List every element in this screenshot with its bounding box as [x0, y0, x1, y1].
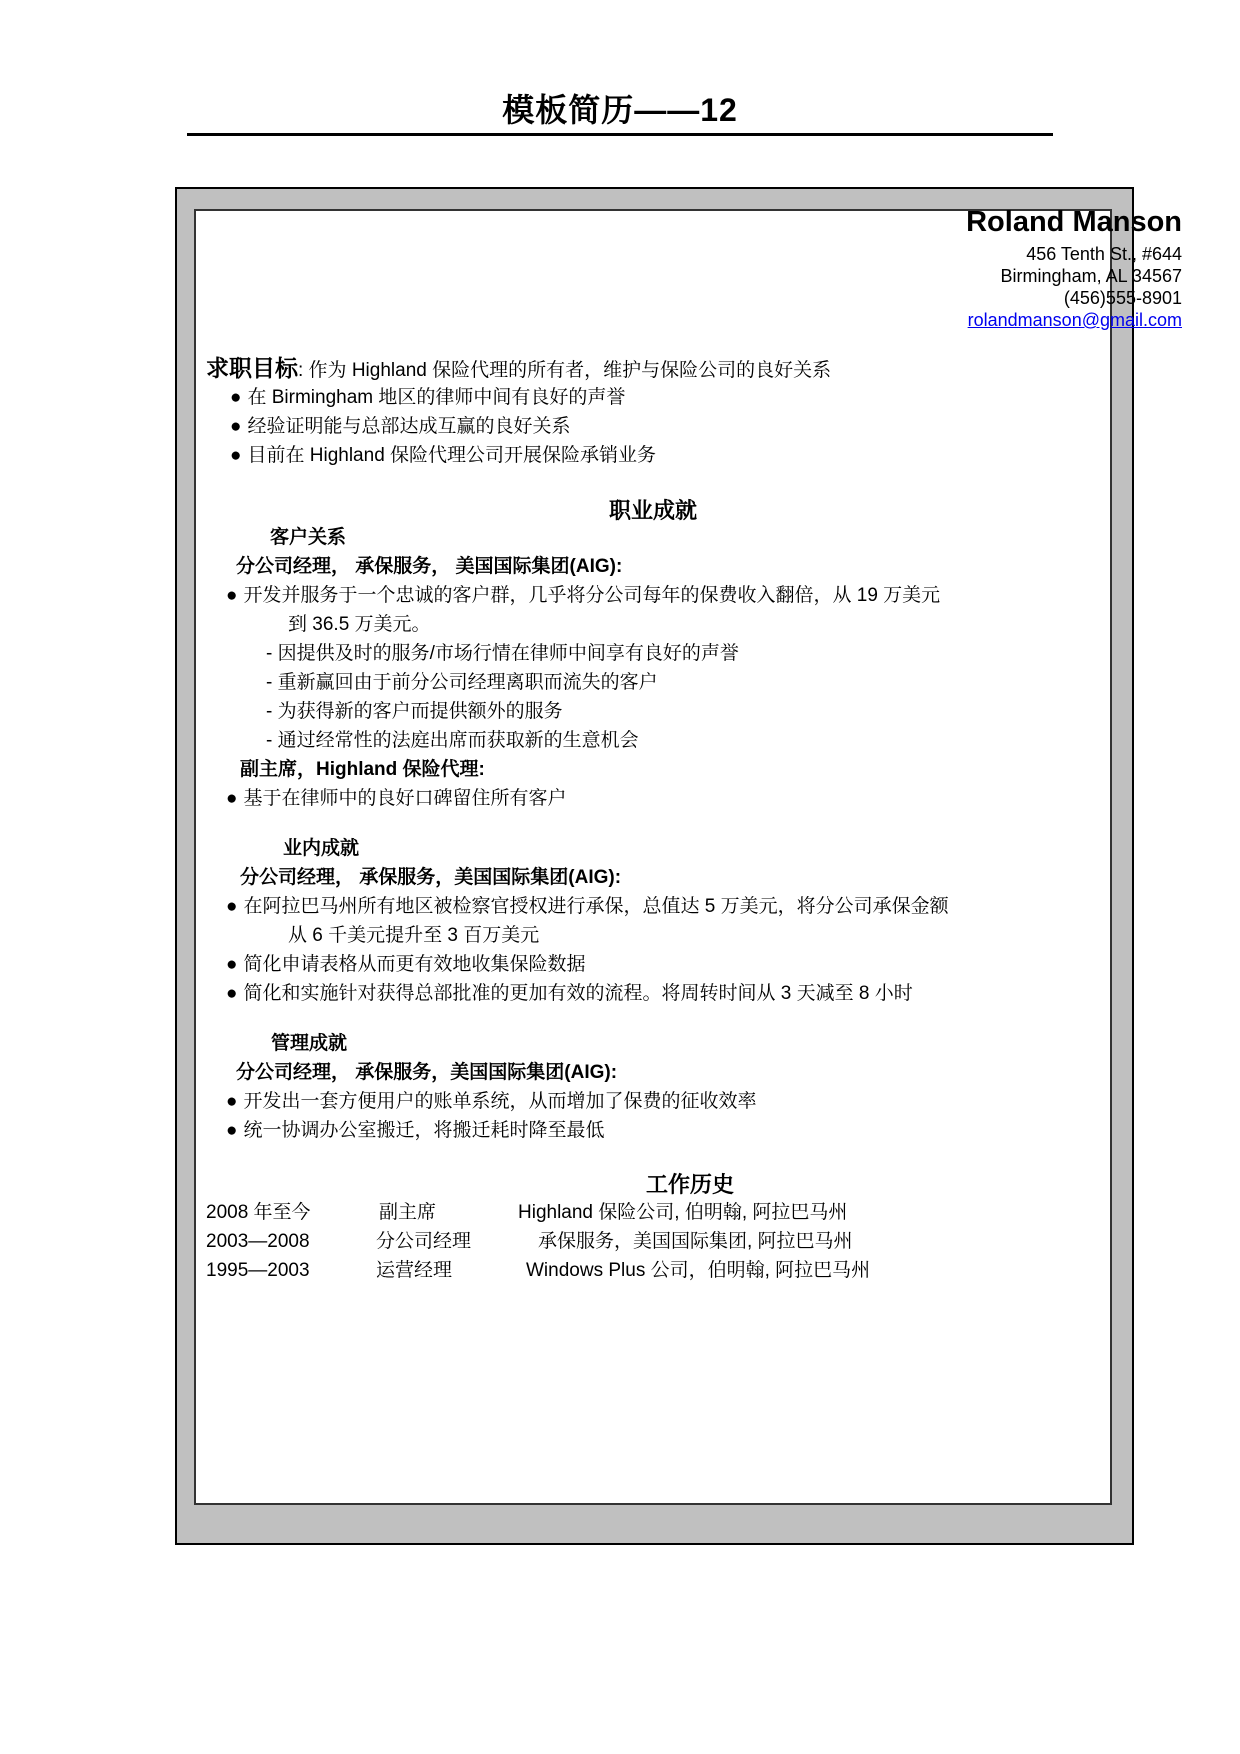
objective-bullet: ● 在 Birmingham 地区的律师中间有良好的声誉 [230, 385, 625, 411]
phone-number: (456)555-8901 [1063, 288, 1182, 308]
objective-text: : 作为 Highland 保险代理的所有者，维护与保险公司的良好关系 [298, 360, 832, 381]
title-underline [187, 133, 1053, 136]
client-relations-bullet: ● 开发并服务于一个忠诚的客户群，几乎将分公司每年的保费收入翻倍，从 19 万美元 [226, 583, 940, 609]
client-relations-subitem: - 重新赢回由于前分公司经理离职而流失的客户 [266, 672, 658, 693]
history-position: 分公司经理 [376, 1231, 472, 1252]
history-company: Windows Plus 公司，伯明翰, 阿拉巴马州 [526, 1260, 871, 1281]
management-bullet: ● 统一协调办公室搬迁，将搬迁耗时降至最低 [226, 1118, 605, 1144]
client-relations-role-1: 分公司经理， 承保服务， 美国国际集团(AIG): [236, 556, 623, 577]
history-company: 承保服务，美国国际集团, 阿拉巴马州 [538, 1231, 853, 1252]
address-line-1: 456 Tenth St., #644 [1026, 244, 1182, 264]
history-period: 1995—2003 [206, 1260, 310, 1281]
objective-line [206, 355, 831, 384]
management-bullet: ● 开发出一套方便用户的账单系统，从而增加了保费的征收效率 [226, 1089, 757, 1115]
client-relations-role-2: 副主席，Highland 保险代理: [240, 759, 485, 780]
objective-bullet: ● 经验证明能与总部达成互赢的良好关系 [230, 414, 571, 440]
candidate-name: Roland Manson [966, 206, 1182, 238]
achievements-title: 职业成就 [608, 498, 697, 523]
industry-role: 分公司经理， 承保服务，美国国际集团(AIG): [240, 867, 622, 888]
objective-label: 求职目标 [206, 355, 298, 381]
history-period: 2008 年至今 [206, 1202, 311, 1223]
email-link[interactable]: rolandmanson@gmail.com [967, 310, 1182, 330]
history-position: 运营经理 [376, 1260, 453, 1281]
industry-heading: 业内成就 [283, 838, 360, 859]
client-relations-bullet: ● 基于在律师中的良好口碑留住所有客户 [226, 786, 567, 812]
client-relations-subitem: - 因提供及时的服务/市场行情在律师中间享有良好的声誉 [266, 643, 739, 664]
management-heading: 管理成就 [271, 1033, 348, 1054]
history-period: 2003—2008 [206, 1231, 310, 1252]
industry-bullet: ● 简化和实施针对获得总部批准的更加有效的流程。将周转时间从 3 天减至 8 小时 [226, 981, 913, 1007]
client-relations-heading: 客户关系 [270, 527, 347, 548]
client-relations-bullet-cont: 到 36.5 万美元。 [288, 614, 431, 635]
management-role: 分公司经理， 承保服务，美国国际集团(AIG): [236, 1062, 618, 1083]
history-company: Highland 保险公司, 伯明翰, 阿拉巴马州 [518, 1202, 848, 1223]
address-line-2: Birmingham, AL 34567 [1000, 266, 1182, 286]
industry-bullet: ● 简化申请表格从而更有效地收集保险数据 [226, 952, 586, 978]
client-relations-subitem: - 通过经常性的法庭出席而获取新的生意机会 [266, 730, 639, 751]
history-position: 副主席 [379, 1202, 437, 1223]
industry-bullet-cont: 从 6 千美元提升至 3 百万美元 [288, 925, 540, 946]
industry-bullet: ● 在阿拉巴马州所有地区被检察官授权进行承保，总值达 5 万美元，将分公司承保金额 [226, 894, 949, 920]
document-title: 模板简历——12 [502, 92, 738, 128]
work-history-title: 工作历史 [645, 1172, 734, 1197]
client-relations-subitem: - 为获得新的客户而提供额外的服务 [266, 701, 563, 722]
objective-bullet: ● 目前在 Highland 保险代理公司开展保险承销业务 [230, 443, 656, 469]
